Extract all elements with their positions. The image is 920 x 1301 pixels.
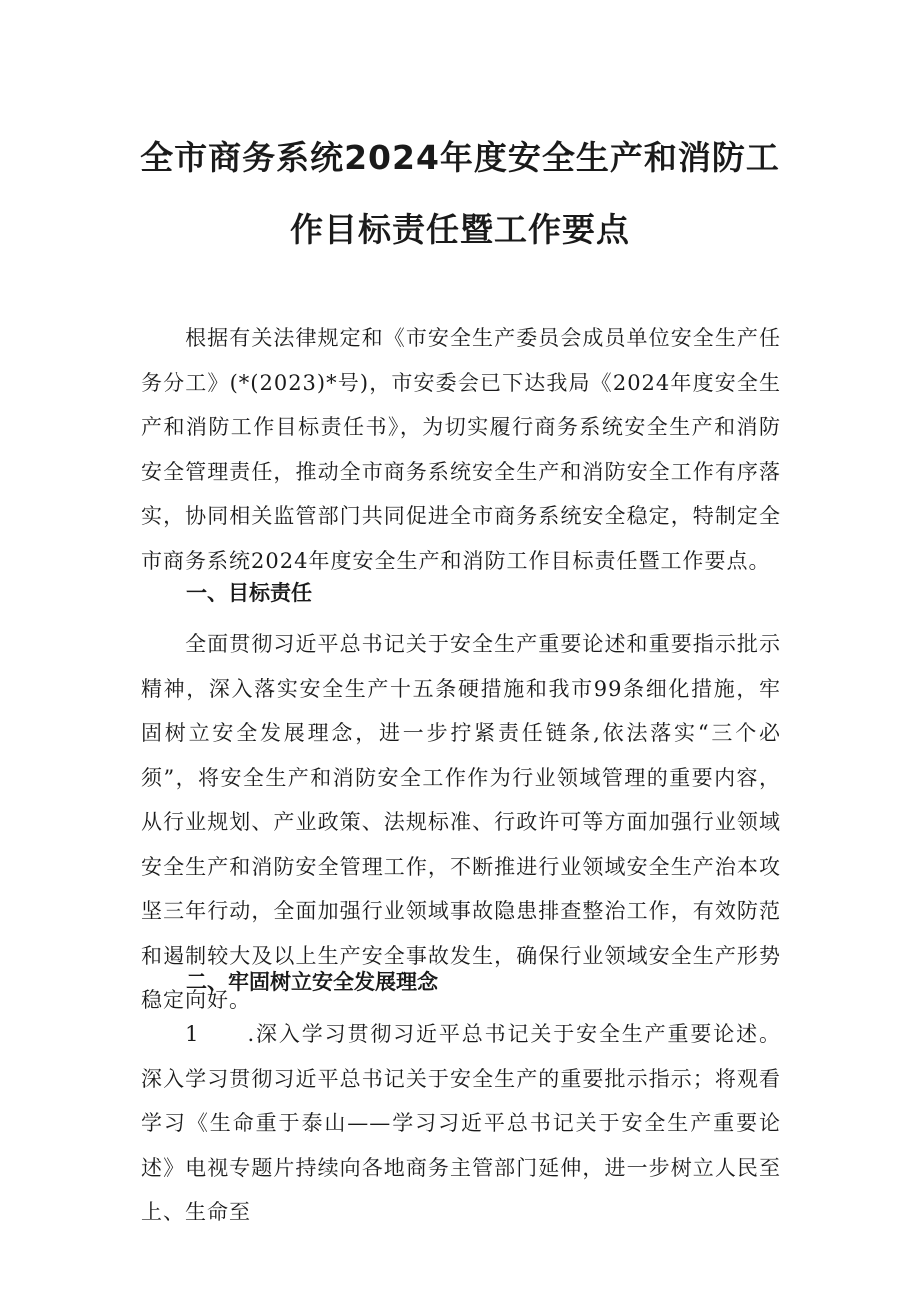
section-2-heading: 二、牢固树立安全发展理念	[186, 970, 438, 994]
section-1-paragraph: 全面贯彻习近平总书记关于安全生产重要论述和重要指示批示精神，深入落实安全生产十五条硬措施和我市99条细化措施，牢固树立安全发展理念，进一步拧紧责任链条,依法落实“三个必须”，将安全生产和消防安全工作作为行业领域管理的重要内容，从行业规划、产业政策、法规标准、行政许可等方面加强行业领域安全生产和消防安全管理工作，不断推进行业领域安全生产治本攻坚三年行动，全面加强行业领域事故隐患排查整治工作，有效防范和遏制较大及以上生产安全事故发生，确保行业领域安全生产形势稳定向好。	[141, 632, 781, 1012]
section-1-paragraph-block	[141, 622, 781, 1023]
item-1-paragraph	[141, 1012, 781, 1235]
document-title-line-1: 全市商务系统2024年度安全生产和消防工	[140, 138, 780, 177]
intro-paragraph: 根据有关法律规定和《市安全生产委员会成员单位安全生产任务分工》(*(2023)*号)，市安委会已下达我局《2024年度安全生产和消防工作目标责任书》，为切实履行商务系统安全生产和消防安全管理责任，推动全市商务系统安全生产和消防安全工作有序落实，协同相关监管部门共同促进全市商务系统安全稳定，特制定全市商务系统2024年度安全生产和消防工作目标责任暨工作要点。	[141, 326, 782, 573]
item-1-number: 1	[185, 1022, 200, 1046]
document-title-line-2: 作目标责任暨工作要点	[290, 210, 630, 249]
section-1-heading: 一、目标责任	[186, 581, 312, 605]
intro-paragraph-block	[141, 316, 781, 583]
item-1-paragraph-block	[141, 1012, 781, 1235]
item-1-text: .深入学习贯彻习近平总书记关于安全生产重要论述。深入学习贯彻习近平总书记关于安全生产的重要批示指示；将观看学习《生命重于泰山——学习习近平总书记关于安全生产重要论述》电视专题片持续向各地商务主管部门延伸，进一步树立人民至上、生命至	[141, 1022, 781, 1224]
